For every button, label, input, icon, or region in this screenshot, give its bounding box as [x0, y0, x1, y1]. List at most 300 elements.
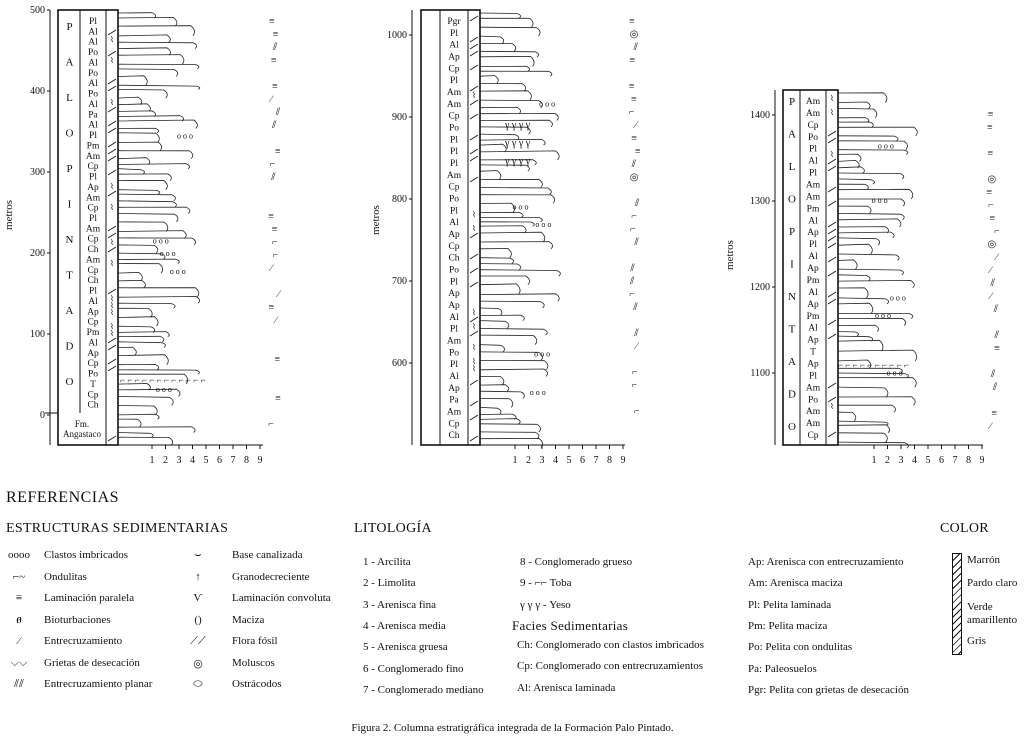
- structure-label: Entrecruzamiento: [44, 635, 123, 647]
- color-hatch: [828, 131, 836, 136]
- clast-symbol: o o o: [512, 202, 529, 212]
- structure-label: Base canalizada: [232, 549, 303, 561]
- formation-letter: N: [65, 234, 75, 246]
- axis-tick-label: 300: [30, 167, 45, 178]
- color-hatch: [470, 16, 478, 21]
- gypsum-layer: γ γ γ γ: [505, 120, 531, 131]
- color-hatch: [470, 331, 478, 336]
- color-item: Verde amarillento: [967, 601, 1018, 626]
- structure-symbol: ⫽: [990, 369, 996, 380]
- structure-symbol: ⌐: [988, 200, 994, 211]
- bed-outline: [838, 340, 883, 351]
- color-symbol: ⌇: [472, 308, 476, 317]
- color-symbol: ⌇: [110, 329, 114, 338]
- bed-outline: [838, 412, 856, 421]
- color-hatch: [108, 156, 116, 161]
- bed-outline: [118, 433, 153, 438]
- grain-size-tick-label: 8: [966, 455, 971, 466]
- structure-symbol: ⌐: [631, 211, 637, 222]
- bed-outline: [838, 325, 879, 331]
- structure-symbol: ≡: [272, 29, 279, 40]
- structure-symbol: ⌐: [631, 367, 638, 378]
- grain-size-tick-label: 8: [607, 455, 612, 466]
- formation-letter: P: [66, 163, 74, 175]
- bed-outline: [480, 315, 524, 321]
- bed-outline: [118, 364, 159, 369]
- clast-symbol: o o o: [159, 249, 176, 259]
- facies-label: Cp: [87, 317, 99, 328]
- axis-tick-label: 400: [30, 86, 45, 97]
- bed-outline: [480, 27, 540, 36]
- bed-outline: [480, 144, 506, 152]
- facies-item: Pgr: Pelita con grietas de desecación: [748, 683, 909, 696]
- facies-label: Pl: [809, 144, 817, 155]
- facies-label: Pl: [450, 159, 458, 169]
- grain-size-tick-label: 3: [539, 455, 545, 466]
- bed-outline: [480, 107, 521, 113]
- color-hatch: [828, 299, 836, 304]
- facies-label: Al: [88, 296, 98, 307]
- facies-label: Pl: [89, 17, 97, 27]
- facies-label: T: [810, 347, 816, 358]
- color-hatch: [828, 383, 836, 388]
- bed-outline: [480, 270, 560, 276]
- bed-outline: [118, 142, 162, 151]
- facies-item: Al: Arenisca laminada: [517, 681, 616, 694]
- structure-symbol: ∕: [635, 341, 638, 352]
- bed-outline: [480, 369, 548, 376]
- bed-outline: [118, 111, 156, 117]
- facies-label: Po: [448, 123, 460, 134]
- facies-label: Am: [805, 419, 821, 430]
- bed-outline: [838, 118, 869, 123]
- structure-symbol: ∕: [270, 94, 273, 105]
- facies-label: Po: [448, 348, 460, 359]
- structure-symbol: ≡: [634, 146, 641, 157]
- tuff-layer: ⌐ ⌐ ⌐ ⌐ ⌐ ⌐ ⌐ ⌐ ⌐ ⌐: [838, 360, 910, 370]
- structure-icon: oooo: [8, 549, 30, 561]
- bed-outline: [118, 174, 171, 181]
- color-symbol: ⌇: [110, 203, 114, 212]
- bed-outline: [118, 120, 197, 128]
- color-item: Pardo claro: [967, 577, 1018, 589]
- facies-label: Po: [87, 89, 99, 100]
- clast-symbol: o o o: [886, 368, 903, 378]
- structure-symbol: ⫽: [634, 328, 639, 339]
- structure-symbol: ⫽: [631, 159, 637, 170]
- bed-outline: [118, 207, 190, 213]
- structure-symbol: ≡: [268, 211, 274, 222]
- bed-outline: [838, 318, 906, 325]
- facies-label: Ap: [807, 299, 819, 310]
- color-hatch: [108, 107, 116, 112]
- structure-symbol: ⌐: [629, 224, 636, 235]
- bed-outline: [118, 297, 200, 304]
- bed-outline: [838, 141, 908, 150]
- bed-outline: [480, 294, 559, 301]
- bed-outline: [480, 391, 524, 398]
- clast-symbol: o o o: [889, 293, 906, 303]
- facies-label: Al: [449, 372, 459, 382]
- structure-symbol: ⫽: [993, 304, 999, 315]
- bed-outline: [118, 35, 170, 42]
- color-hatch: [108, 79, 116, 84]
- grain-size-tick-label: 9: [620, 455, 626, 466]
- structure-symbol: ≡: [994, 343, 1000, 354]
- facies-label: Pa: [88, 110, 98, 121]
- facies-label: Al: [449, 312, 459, 323]
- facies-label: Pl: [89, 214, 97, 224]
- facies-label: Am: [85, 151, 101, 162]
- facies-label: Ap: [807, 335, 819, 346]
- bed-outline: [118, 48, 171, 55]
- bed-outline: [480, 171, 501, 180]
- facies-label: Ch: [87, 245, 99, 256]
- color-hatch: [470, 100, 478, 105]
- axis-tick-label: 0: [40, 410, 45, 421]
- facies-item: Ch: Conglomerado con clastos imbricados: [517, 639, 704, 651]
- structure-symbol: ≡: [271, 81, 278, 92]
- color-item: Gris: [967, 635, 986, 647]
- structure-label: Grietas de desecación: [44, 656, 140, 669]
- facies-label: Ap: [448, 52, 460, 63]
- figure-caption: Figura 2. Columna estratigráfica integrada de la Formación Palo Pintado.: [351, 722, 674, 734]
- bed-outline: [480, 203, 515, 212]
- facies-label: Am: [805, 192, 821, 203]
- structure-icon: Ѵ: [193, 592, 203, 604]
- clast-symbol: o o o: [152, 236, 169, 246]
- facies-label: Pl: [89, 172, 97, 183]
- facies-label: Pl: [809, 371, 817, 382]
- bed-outline: [480, 56, 534, 66]
- grain-size-tick-label: 1: [871, 455, 877, 466]
- color-legend-bar: [952, 553, 962, 655]
- color-symbol: ⌇: [110, 35, 114, 44]
- color-hatch: [470, 436, 478, 441]
- structure-label: Moluscos: [232, 656, 275, 669]
- structure-icon: ◎: [193, 657, 203, 670]
- structure-symbol: ⫽: [992, 382, 998, 393]
- structure-label: Bioturbaciones: [44, 613, 111, 626]
- bed-outline: [838, 387, 888, 397]
- structure-symbol: ⫽: [272, 42, 278, 53]
- bed-outline: [118, 222, 168, 232]
- color-hatch: [828, 187, 836, 192]
- facies-label: Am: [446, 88, 462, 98]
- facies-label: Cp: [448, 241, 460, 252]
- structure-symbol: ∕: [277, 289, 280, 300]
- structure-symbol: ⫽: [633, 42, 638, 53]
- bed-outline: [480, 100, 542, 108]
- bed-outline: [118, 245, 158, 253]
- facies-label: Pl: [450, 324, 458, 335]
- facies-label: Al: [88, 99, 98, 110]
- bed-outline: [838, 108, 877, 117]
- color-symbol: ⌇: [472, 364, 476, 373]
- color-hatch: [828, 201, 836, 206]
- structure-symbol: ⌐: [633, 406, 640, 417]
- clast-symbol: o o o: [169, 267, 186, 277]
- grain-size-tick-label: 5: [203, 455, 209, 466]
- clast-symbol: o o o: [539, 99, 556, 109]
- structure-symbol: ≡: [275, 393, 281, 404]
- facies-label: Al: [808, 216, 818, 227]
- facies-label: Al: [808, 287, 818, 298]
- color-hatch: [108, 436, 116, 441]
- structure-label: Ondulitas: [44, 570, 87, 583]
- facies-label: Pl: [450, 277, 458, 288]
- bed-outline: [480, 232, 545, 242]
- facies-label: Ap: [807, 264, 819, 275]
- bed-outline: [118, 419, 141, 427]
- formation-letter: A: [65, 305, 75, 317]
- lower-unit-label: Angastaco: [63, 429, 101, 439]
- structure-symbol: ∕: [989, 265, 992, 276]
- facies-label: Pl: [809, 240, 817, 251]
- bed-outline: [838, 102, 870, 108]
- structure-icon: ⫽⫽: [14, 678, 24, 690]
- color-hatch: [108, 191, 116, 196]
- structure-symbol: ≡: [987, 148, 994, 159]
- grain-size-tick-label: 3: [898, 455, 904, 466]
- color-hatch: [470, 156, 478, 161]
- color-symbol: ⌇: [110, 308, 114, 317]
- formation-letter: T: [66, 269, 74, 282]
- structure-label: Flora fósil: [232, 635, 278, 647]
- facies-label: Al: [88, 37, 98, 48]
- structure-symbol: ∕: [989, 291, 992, 302]
- facies-label: Pm: [806, 311, 820, 322]
- facies-label: Al: [808, 323, 818, 334]
- grain-size-tick-label: 4: [553, 455, 558, 466]
- color-hatch: [108, 359, 116, 364]
- color-hatch: [828, 334, 836, 339]
- bed-outline: [118, 151, 193, 159]
- bed-outline: [118, 308, 152, 317]
- facies-label: Cp: [448, 182, 460, 193]
- facies-label: Al: [88, 27, 98, 38]
- facies-label: Am: [85, 255, 101, 266]
- bed-outline: [838, 238, 880, 245]
- structure-symbol: ≡: [986, 187, 993, 198]
- facies-item: Pl: Pelita laminada: [748, 598, 832, 611]
- grain-size-tick-label: 3: [176, 455, 182, 466]
- bed-outline: [118, 414, 159, 419]
- structure-label: Laminación paralela: [44, 592, 135, 604]
- axis-tick-label: 200: [30, 248, 45, 259]
- grain-size-tick-label: 6: [217, 455, 222, 466]
- facies-label: Ap: [448, 230, 460, 240]
- color-hatch: [828, 243, 836, 248]
- bed-outline: [838, 127, 917, 136]
- facies-label: Pl: [809, 168, 817, 179]
- color-symbol: ⌇: [110, 294, 114, 303]
- facies-label: Pl: [450, 360, 458, 371]
- axis-tick-label: 600: [392, 358, 407, 369]
- clast-symbol: o o o: [875, 310, 892, 320]
- grain-size-tick-label: 2: [163, 455, 168, 466]
- bed-outline: [838, 275, 870, 281]
- structure-symbol: ⫽: [634, 237, 639, 248]
- axis-tick-label: 100: [30, 329, 45, 340]
- grain-size-tick-label: 4: [912, 455, 917, 466]
- bed-outline: [838, 122, 873, 127]
- color-hatch: [108, 128, 116, 133]
- color-hatch: [108, 142, 116, 147]
- color-hatch: [828, 166, 836, 171]
- bed-outline: [838, 280, 914, 288]
- facies-label: Ap: [87, 307, 99, 318]
- bed-outline: [480, 180, 542, 188]
- bed-outline: [118, 397, 173, 406]
- color-symbol: ⌇: [110, 322, 114, 331]
- facies-label: Am: [805, 180, 821, 191]
- structure-symbol: ⌐: [268, 419, 274, 430]
- facies-item: Cp: Conglomerado con entrecruzamientos: [517, 660, 704, 673]
- structure-symbol: ⫽: [271, 120, 277, 131]
- bed-outline: [480, 258, 514, 264]
- color-hatch: [828, 320, 836, 325]
- facies-label: Pa: [449, 395, 459, 406]
- grain-size-tick-label: 5: [925, 455, 931, 466]
- axis-tick-label: 1100: [750, 368, 770, 379]
- formation-letter: O: [788, 193, 797, 206]
- y-axis-label: metros: [370, 205, 382, 235]
- gypsum-layer: γ γ γ γ: [505, 156, 531, 167]
- facies-label: Am: [446, 407, 462, 418]
- bed-outline: [480, 188, 551, 195]
- bed-outline: [118, 406, 157, 415]
- structure-label: Ostrácodos: [232, 678, 282, 690]
- lithology-item: 6 - Conglomerado fino: [363, 662, 464, 675]
- grain-size-tick-label: 2: [885, 455, 890, 466]
- bed-outline: [118, 190, 160, 194]
- grain-size-tick-label: 6: [939, 455, 944, 466]
- lithology-item: 7 - Conglomerado mediano: [363, 683, 484, 696]
- facies-item: Pm: Pelita maciza: [748, 619, 828, 632]
- facies-label: Po: [87, 68, 99, 79]
- bed-outline: [838, 425, 890, 433]
- facies-label: Cp: [807, 120, 819, 131]
- color-hatch: [470, 415, 478, 420]
- bed-outline: [118, 264, 163, 274]
- axis-tick-label: 1300: [750, 196, 770, 207]
- facies-item: Am: Arenisca maciza: [748, 577, 843, 590]
- color-hatch: [470, 380, 478, 385]
- bed-outline: [480, 226, 526, 233]
- bed-outline: [480, 438, 543, 447]
- clast-symbol: o o o: [535, 220, 552, 230]
- axis-tick-label: 1400: [750, 110, 770, 121]
- bed-outline: [838, 136, 898, 141]
- facies-label: Ch: [87, 276, 99, 287]
- color-hatch: [108, 86, 116, 91]
- structure-symbol: ◎: [987, 174, 997, 185]
- bed-outline: [838, 179, 875, 184]
- bed-outline: [838, 269, 903, 275]
- bed-outline: [118, 64, 199, 69]
- structure-symbol: ≡: [629, 55, 636, 66]
- facies-label: Pl: [450, 28, 458, 39]
- facies-label: Pl: [89, 286, 97, 297]
- structure-symbol: ⫽: [630, 263, 635, 274]
- facies-label: Cp: [87, 203, 99, 214]
- bed-outline: [118, 158, 150, 165]
- facies-label: Pm: [86, 141, 100, 152]
- structure-symbol: ⫽: [990, 278, 995, 289]
- bed-outline: [838, 93, 887, 103]
- facies-label: Cp: [448, 64, 460, 75]
- grain-size-tick-label: 9: [257, 455, 263, 466]
- structure-symbol: ≡: [274, 146, 281, 157]
- bed-outline: [480, 91, 531, 100]
- facies-label: T: [90, 379, 96, 390]
- bed-outline: [118, 128, 159, 133]
- structure-symbol: ≡: [270, 55, 277, 66]
- structure-symbol: ⫽: [634, 198, 640, 209]
- bed-outline: [480, 419, 520, 424]
- bed-outline: [480, 51, 539, 57]
- color-symbol: ⌇: [830, 402, 834, 411]
- clast-symbol: o o o: [877, 141, 894, 151]
- structures-title: ESTRUCTURAS SEDIMENTARIAS: [6, 521, 229, 536]
- formation-letter: P: [66, 21, 74, 33]
- formation-letter: D: [788, 388, 797, 401]
- bed-outline: [118, 427, 195, 433]
- bed-outline: [838, 219, 901, 227]
- axis-tick-label: 900: [392, 112, 407, 123]
- facies-label: Pl: [450, 76, 458, 87]
- facies-label: Am: [446, 99, 462, 110]
- bed-outline: [838, 397, 915, 405]
- facies-label: Am: [446, 336, 462, 347]
- bed-outline: [118, 17, 177, 26]
- bed-outline: [480, 76, 498, 84]
- facies-label: Pm: [86, 328, 100, 339]
- bed-outline: [118, 280, 145, 287]
- facies-label: Ap: [807, 228, 819, 239]
- bed-outline: [118, 164, 190, 169]
- bed-outline: [480, 335, 537, 345]
- bed-outline: [118, 272, 142, 281]
- structure-symbol: ⫽: [630, 276, 635, 287]
- bed-outline: [838, 244, 872, 254]
- color-hatch: [828, 229, 836, 234]
- color-hatch: [470, 44, 478, 49]
- color-hatch: [828, 432, 836, 437]
- facies-label: Am: [805, 407, 821, 418]
- bed-outline: [118, 194, 175, 201]
- color-symbol: ⌇: [830, 150, 834, 159]
- color-hatch: [470, 401, 478, 406]
- structure-symbol: ≡: [989, 213, 996, 224]
- structure-symbol: ⌐: [272, 250, 279, 261]
- bed-outline: [480, 345, 505, 352]
- color-symbol: ⌇: [472, 224, 476, 233]
- bed-outline: [118, 89, 167, 98]
- color-symbol: ⌇: [110, 259, 114, 268]
- axis-tick-label: 1000: [387, 30, 407, 41]
- color-hatch: [108, 345, 116, 350]
- facies-label: Al: [88, 58, 98, 69]
- lithology-item: 3 - Arenisca fina: [363, 598, 436, 611]
- bed-outline: [118, 347, 136, 355]
- facies-label: Ap: [87, 182, 99, 193]
- formation-letter: O: [65, 127, 75, 140]
- grain-size-tick-label: 7: [230, 455, 236, 466]
- structure-icon: ፀ: [16, 613, 22, 626]
- formation-letter: A: [788, 128, 797, 141]
